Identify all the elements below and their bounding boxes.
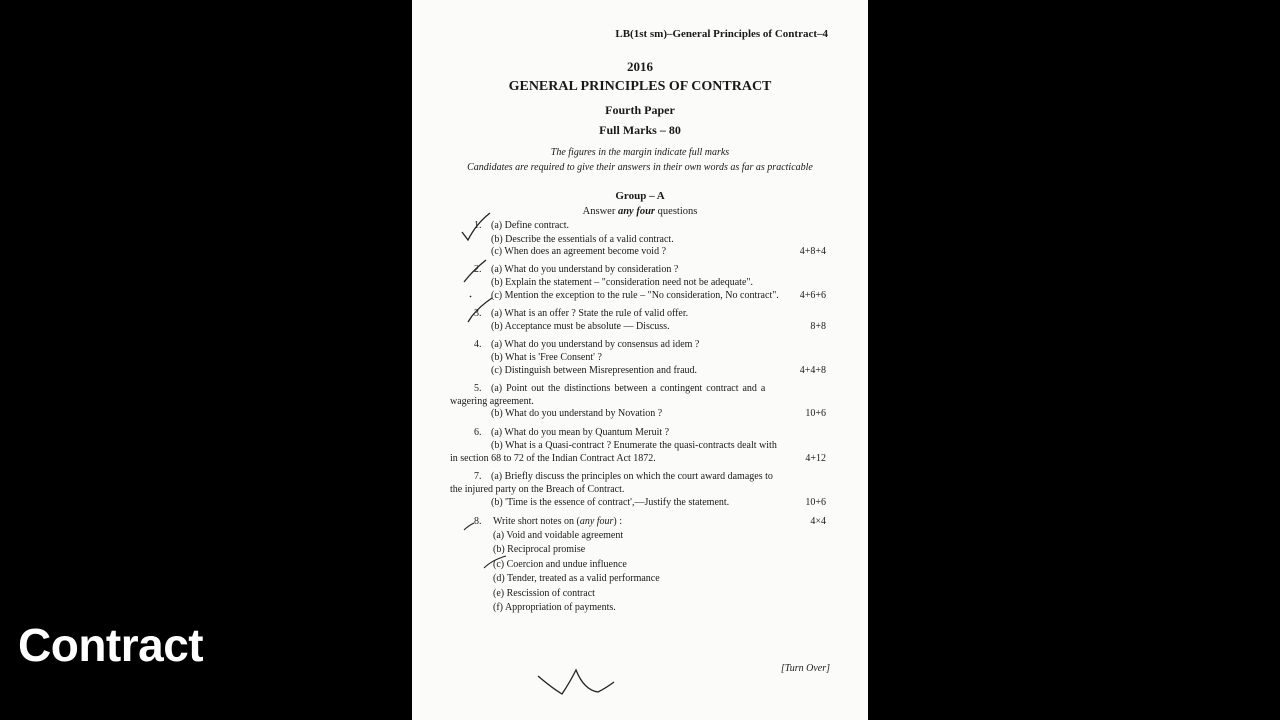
question-number: 4.: [474, 339, 482, 350]
short-note-item: (c) Coercion and undue influence: [493, 559, 627, 570]
question-part: (a) What do you mean by Quantum Meruit ?: [491, 427, 670, 438]
question-part: (a) What is an offer ? State the rule of valid offer.: [491, 308, 689, 319]
question-number: 3.: [474, 308, 482, 319]
group-heading: Group – A: [615, 190, 665, 202]
question-stem: Write short notes on (any four) :: [493, 516, 623, 527]
short-note-item: (a) Void and voidable agreement: [493, 530, 624, 541]
question-marks: 10+6: [805, 497, 826, 508]
question-part: (a) Define contract.: [491, 220, 570, 231]
question-part: (a) What do you understand by consideration ?: [491, 264, 679, 275]
question-marks: 4×4: [810, 516, 826, 527]
question-marks: 8+8: [810, 321, 826, 332]
question-part-continued: in section 68 to 72 of the Indian Contract Act 1872.: [450, 453, 656, 464]
question-part: (b) Acceptance must be absolute — Discuss.: [491, 321, 670, 332]
question-part: (b) 'Time is the essence of contract',—Justify the statement.: [491, 497, 730, 508]
question-part: (c) Mention the exception to the rule – "No consideration, No contract".: [491, 290, 779, 301]
question-marks: 4+4+8: [799, 365, 826, 376]
question-part: (a) What do you understand by consensus ad idem ?: [491, 339, 700, 350]
instruction-own-words: Candidates are required to give their answers in their own words as far as practicable: [467, 162, 813, 173]
question-marks: 4+8+4: [799, 246, 826, 257]
short-note-item: (b) Reciprocal promise: [493, 544, 586, 555]
paper-code: LB(1st sm)–General Principles of Contract–4: [615, 28, 828, 40]
question-part-continued: the injured party on the Breach of Contract.: [450, 484, 625, 495]
instruction-margin: The figures in the margin indicate full marks: [550, 147, 730, 158]
short-note-item: (f) Appropriation of payments.: [493, 602, 616, 613]
exam-paper: [412, 0, 868, 720]
question-number: 8.: [474, 516, 482, 527]
question-number: 2.: [474, 264, 482, 275]
question-marks: 4+12: [805, 453, 826, 464]
answer-instruction: Answer any four questions: [582, 206, 698, 217]
question-number: 1.: [474, 220, 482, 231]
full-marks: Full Marks – 80: [599, 123, 681, 137]
turn-over-note: [Turn Over]: [780, 663, 830, 674]
question-part: (b) What do you understand by Novation ?: [491, 408, 663, 419]
question-number: 5.: [474, 383, 482, 394]
question-part: (c) Distinguish between Misrepresention and fraud.: [491, 365, 698, 376]
question-number: 6.: [474, 427, 482, 438]
paper-title: GENERAL PRINCIPLES OF CONTRACT: [508, 79, 772, 94]
question-part: (a) Point out the distinctions between a contingent contract and a: [491, 383, 766, 394]
short-note-item: (d) Tender, treated as a valid performance: [493, 573, 660, 584]
question-part-continued: wagering agreement.: [450, 396, 534, 407]
paper-name: Fourth Paper: [605, 103, 675, 117]
exam-year: 2016: [627, 59, 653, 74]
question-part: (b) Explain the statement – "consideration need not be adequate".: [491, 277, 753, 288]
question-part: (b) Describe the essentials of a valid contract.: [491, 234, 674, 245]
question-part: (a) Briefly discuss the principles on which the court award damages to: [491, 471, 773, 482]
video-title-overlay: Contract: [18, 619, 204, 671]
question-marks: 4+6+6: [799, 290, 826, 301]
question-part: (b) What is 'Free Consent' ?: [491, 352, 602, 363]
pen-tick-marks: [412, 0, 868, 720]
question-part: (c) When does an agreement become void ?: [491, 246, 667, 257]
question-marks: 10+6: [805, 408, 826, 419]
question-number: 7.: [474, 471, 482, 482]
question-part: (b) What is a Quasi-contract ? Enumerate the quasi-contracts dealt with: [491, 440, 777, 451]
short-note-item: (e) Rescission of contract: [493, 588, 595, 599]
